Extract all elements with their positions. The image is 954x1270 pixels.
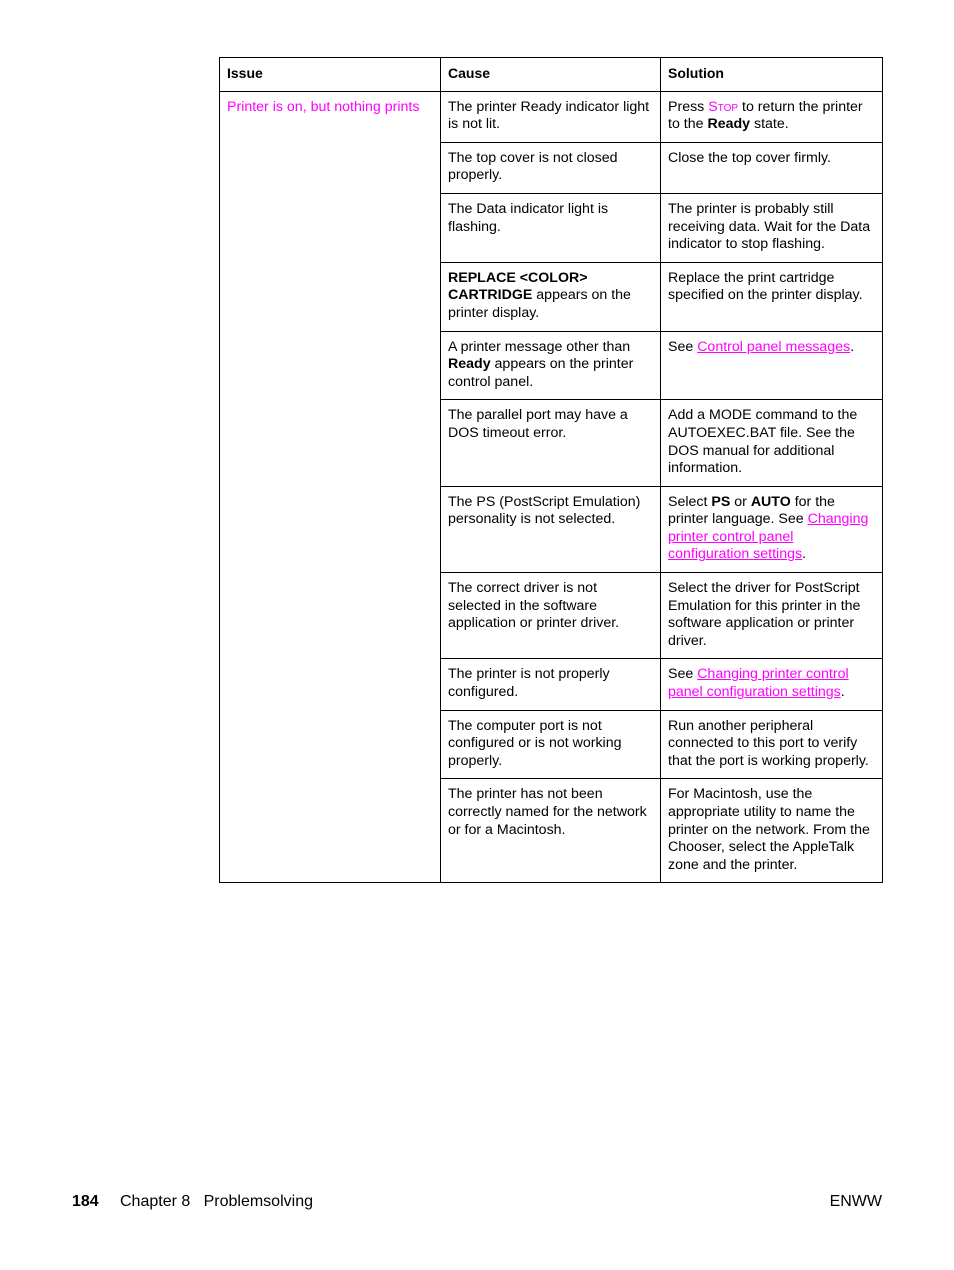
ready-label: Ready: [448, 356, 491, 373]
solution-cell: [661, 659, 883, 710]
solution-text: state.: [750, 116, 789, 133]
cause-text: The top cover is not closed properly.: [448, 149, 618, 184]
page-footer: [72, 1191, 882, 1213]
stop-key-label: Stop: [708, 98, 739, 115]
solution-text: or: [730, 493, 751, 510]
cause-text: The Data indicator light is flashing.: [448, 200, 609, 235]
solution-text: Add a MODE command to the AUTOEXEC.BAT file. See the DOS manual for additional information.: [668, 407, 858, 477]
troubleshooting-table: [219, 57, 883, 883]
cause-text: The printer has not been correctly named for the network or for a Macintosh.: [448, 786, 647, 838]
solution-cell: [661, 486, 883, 572]
cause-cell: [441, 262, 661, 331]
changing-config-settings-link[interactable]: Changing printer control panel configuration settings: [668, 511, 869, 563]
changing-config-settings-link[interactable]: Changing printer control panel configuration settings: [668, 666, 849, 701]
cause-cell: [441, 659, 661, 710]
solution-cell: [661, 331, 883, 400]
cause-cell: [441, 573, 661, 659]
header-solution: Solution: [661, 58, 883, 92]
solution-text: Select: [668, 493, 712, 510]
cause-text: The correct driver is not selected in the software application or printer driver.: [448, 580, 620, 632]
cause-text: appears on the printer control panel.: [448, 356, 634, 390]
cause-text: The printer Ready indicator light is not lit.: [448, 98, 650, 133]
cause-text: The computer port is not configured or is not working properly.: [448, 717, 622, 769]
control-panel-messages-link[interactable]: Control panel messages: [697, 338, 851, 355]
ps-label: PS: [711, 493, 731, 510]
solution-text: For Macintosh, use the appropriate utility to name the printer on the network. From the Chooser, select the AppleTalk zone and the printer.: [668, 786, 870, 873]
chapter-title: Chapter 8 Problemsolving: [120, 1193, 313, 1210]
cause-text: The PS (PostScript Emulation) personality is not selected.: [448, 493, 641, 528]
solution-cell: [661, 400, 883, 486]
solution-text: .: [840, 684, 845, 701]
solution-text: Close the top cover firmly.: [668, 149, 831, 166]
solution-text: for the printer language. See: [668, 493, 835, 528]
solution-cell: [661, 91, 883, 142]
page-number: 184: [72, 1193, 99, 1210]
solution-cell: [661, 262, 883, 331]
solution-cell: [661, 710, 883, 779]
cause-cell: [441, 486, 661, 572]
solution-text: to return the printer to the: [668, 98, 863, 133]
replace-cartridge-message: REPLACE <COLOR> CARTRIDGE: [448, 269, 588, 304]
solution-text: Select the driver for PostScript Emulation for this printer in the software application or printer driver.: [668, 580, 861, 649]
cause-text: A printer message other than: [448, 338, 631, 355]
solution-cell: [661, 193, 883, 262]
cause-cell: [441, 193, 661, 262]
cause-text: The parallel port may have a DOS timeout error.: [448, 407, 628, 441]
footer-right-text: ENWW: [829, 1193, 882, 1210]
cause-cell: [441, 331, 661, 400]
solution-cell: [661, 573, 883, 659]
header-cause: Cause: [441, 58, 661, 92]
solution-text: See: [668, 338, 698, 355]
header-issue: Issue: [220, 58, 441, 92]
cause-text: The printer is not properly configured.: [448, 666, 610, 701]
solution-text: The printer is probably still receiving data. Wait for the Data indicator to stop flashing.: [668, 200, 871, 253]
cause-cell: [441, 91, 661, 142]
cause-cell: [441, 779, 661, 883]
solution-text: Press: [668, 98, 709, 115]
cause-cell: [441, 400, 661, 486]
solution-text: .: [850, 338, 855, 355]
solution-text: .: [802, 546, 807, 563]
ready-state-label: Ready: [707, 116, 751, 133]
solution-text: Run another peripheral connected to this port to verify that the port is working properly.: [668, 717, 869, 769]
solution-cell: [661, 142, 883, 193]
solution-cell: [661, 779, 883, 883]
cause-cell: [441, 142, 661, 193]
auto-label: AUTO: [750, 493, 791, 510]
issue-cell: Printer is on, but nothing prints: [220, 91, 441, 883]
cause-text: appears on the printer display.: [448, 287, 631, 321]
solution-text: See: [668, 666, 698, 683]
solution-text: Replace the print cartridge specified on the printer display.: [668, 269, 863, 304]
cause-cell: [441, 710, 661, 779]
table-header-row: [220, 58, 883, 92]
table-row: [220, 91, 883, 142]
